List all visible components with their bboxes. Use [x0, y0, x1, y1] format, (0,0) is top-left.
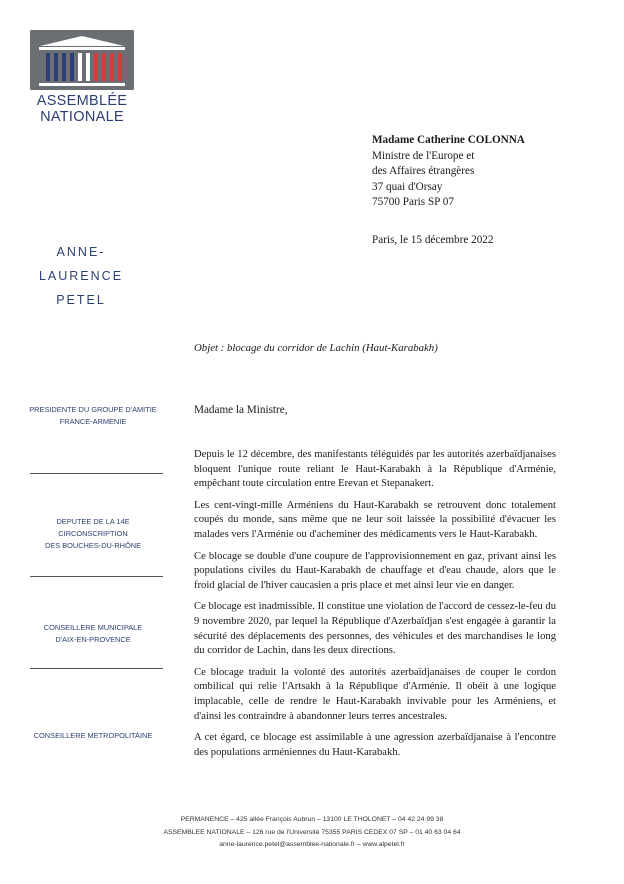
body-paragraph: Depuis le 12 décembre, des manifestants téléguidés par les autorités azerbaïdjanaises bloquent l'unique route reliant le Haut-Karabakh à la République d'Arménie, empêchant toute circulation entre Erevan et Stepanakert. [194, 449, 556, 490]
recipient-block [372, 133, 525, 211]
sidebar-divider [30, 668, 163, 669]
letter-subject: Objet : blocage du corridor de Lachin (Haut-Karabakh) [194, 342, 438, 354]
recipient-line: 75700 Paris SP 07 [372, 196, 454, 209]
letter-body [194, 448, 556, 767]
sidebar-role-4 [22, 730, 164, 742]
salutation: Madame la Ministre, [194, 404, 288, 416]
footer-contact: anne-laurence.petel@assemblee-nationale.fr – www.alpetel.fr [219, 841, 405, 848]
footer-permanence: PERMANENCE – 425 allée François Aubrun – 13100 LE THOLONET – 04 42 24 99 38 [180, 816, 444, 823]
sidebar-role-line: CONSEILLERE MUNICIPALE [43, 623, 143, 632]
sidebar-role-2 [22, 516, 164, 552]
deputy-last-name: PETEL [56, 293, 106, 307]
body-paragraph: Les cent-vingt-mille Arméniens du Haut-Karabakh se retrouvent donc totalement coupés du monde, sans même que ne leur soit laissée la possibilité d'évacuer les malades vers l'Arménie ou d'acheminer des médicaments vers le Haut-Karabakh. [194, 499, 556, 540]
sidebar-divider [30, 473, 163, 474]
sidebar-role-line: D'AIX-EN-PROVENCE [55, 635, 131, 644]
body-paragraph: Ce blocage traduit la volonté des autorités azerbaïdjanaises de couper le cordon ombilical qui relie l'Artsakh à la République d'Arménie. Il obéit à une logique implacable, celle de rendre le Haut-Karabakh invivable pour les Arméniens, et d'ainsi les contraindre à abandonner leurs terres ancestrales. [194, 666, 556, 722]
sidebar-role-line: CONSEILLERE METROPOLITAINE [33, 731, 153, 740]
deputy-first-name: ANNE-LAURENCE [38, 245, 124, 283]
sidebar-role-line: DES BOUCHES-DU-RHÔNE [44, 541, 142, 550]
logo-line-2: NATIONALE [40, 109, 124, 125]
assemblee-nationale-logo [30, 30, 134, 125]
sidebar-role-line: FRANCE-ARMENIE [59, 417, 127, 426]
sidebar-role-line: PRESIDENTE DU GROUPE D'AMITIE [29, 405, 157, 414]
sidebar-role-1 [22, 404, 164, 428]
letter-footer [0, 814, 624, 852]
deputy-name [22, 240, 140, 312]
recipient-line: des Affaires étrangères [372, 165, 475, 178]
logo-line-1: ASSEMBLÉE [36, 93, 128, 109]
body-paragraph: A cet égard, ce blocage est assimilable à une agression azerbaïdjanaise à l'encontre des populations arméniennes du Haut-Karabakh. [194, 732, 556, 758]
sidebar-role-line: DEPUTEE DE LA 14E CIRCONSCRIPTION [56, 517, 130, 538]
hemicycle-icon [30, 30, 134, 90]
body-paragraph: Ce blocage se double d'une coupure de l'approvisionnement en gaz, privant ainsi les populations civiles du Haut-Karabakh de chauffage et d'eau chaude, alors que le froid glacial de l'hiver caucasien a pris place et met ainsi leur vie en danger. [194, 550, 556, 591]
body-paragraph: Ce blocage est inadmissible. Il constitue une violation de l'accord de cessez-le-feu du 9 novembre 2020, par lequel la République d'Azerbaïdjan s'est engagée à garantir la sécurité des déplacements des personnes, des véhicules et des marchandises le long du corridor de Lachin, dans les deux directions. [194, 601, 556, 657]
footer-assemblee: ASSEMBLEE NATIONALE – 126 rue de l'Université 75355 PARIS CEDEX 07 SP – 01 40 63 04 64 [163, 828, 461, 836]
recipient-line: Ministre de l'Europe et [372, 149, 475, 162]
sidebar-role-3 [22, 622, 164, 646]
recipient-name: Madame Catherine COLONNA [372, 134, 525, 146]
recipient-line: 37 quai d'Orsay [372, 180, 443, 193]
letter-date: Paris, le 15 décembre 2022 [372, 234, 494, 246]
sidebar-divider [30, 576, 163, 577]
